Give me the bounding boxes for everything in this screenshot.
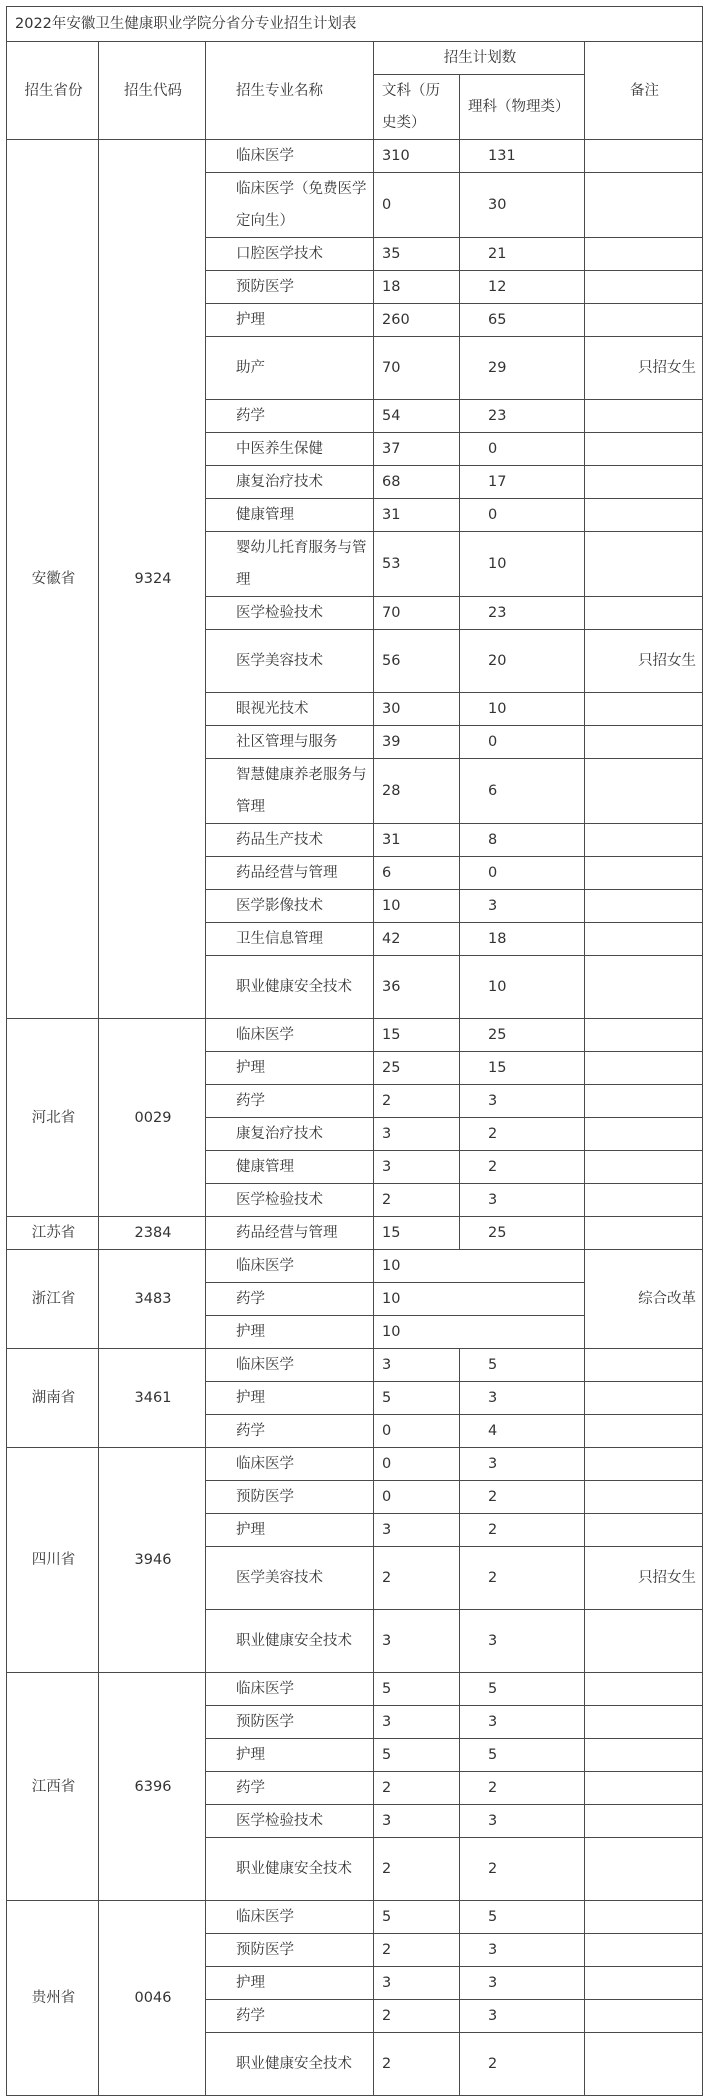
code-cell: 9324 bbox=[99, 140, 206, 1019]
arts-cell: 70 bbox=[374, 337, 460, 400]
note-cell bbox=[585, 173, 703, 238]
note-cell bbox=[585, 693, 703, 726]
table-row bbox=[7, 1901, 703, 1934]
note-cell: 只招女生 bbox=[585, 337, 703, 400]
science-cell: 2 bbox=[460, 1547, 585, 1610]
note-cell bbox=[585, 1706, 703, 1739]
title-row bbox=[7, 7, 703, 42]
science-cell: 23 bbox=[460, 597, 585, 630]
arts-cell: 2 bbox=[374, 1184, 460, 1217]
note-cell bbox=[585, 1481, 703, 1514]
note-cell bbox=[585, 1217, 703, 1250]
science-cell: 2 bbox=[460, 1481, 585, 1514]
science-cell: 3 bbox=[460, 890, 585, 923]
major-cell: 预防医学 bbox=[206, 1934, 374, 1967]
note-cell bbox=[585, 1772, 703, 1805]
note-cell bbox=[585, 1184, 703, 1217]
code-cell: 6396 bbox=[99, 1673, 206, 1901]
major-cell: 护理 bbox=[206, 1316, 374, 1349]
arts-cell: 10 bbox=[374, 890, 460, 923]
major-cell: 医学美容技术 bbox=[206, 1547, 374, 1610]
arts-cell: 68 bbox=[374, 466, 460, 499]
note-cell bbox=[585, 1514, 703, 1547]
arts-cell: 3 bbox=[374, 1967, 460, 2000]
major-cell: 护理 bbox=[206, 1514, 374, 1547]
science-cell: 65 bbox=[460, 304, 585, 337]
science-cell: 0 bbox=[460, 499, 585, 532]
major-cell: 药品生产技术 bbox=[206, 824, 374, 857]
table-row bbox=[7, 1019, 703, 1052]
arts-cell: 31 bbox=[374, 824, 460, 857]
note-cell bbox=[585, 759, 703, 824]
major-cell: 药品经营与管理 bbox=[206, 1217, 374, 1250]
science-cell: 2 bbox=[460, 1514, 585, 1547]
arts-cell: 3 bbox=[374, 1118, 460, 1151]
note-cell bbox=[585, 1151, 703, 1184]
note-cell bbox=[585, 466, 703, 499]
major-cell: 职业健康安全技术 bbox=[206, 1610, 374, 1673]
arts-cell: 54 bbox=[374, 400, 460, 433]
header-row-1 bbox=[7, 42, 703, 75]
science-cell: 10 bbox=[460, 693, 585, 726]
header-note: 备注 bbox=[585, 42, 703, 140]
major-cell: 护理 bbox=[206, 1052, 374, 1085]
science-cell: 2 bbox=[460, 2033, 585, 2096]
science-cell: 5 bbox=[460, 1673, 585, 1706]
note-cell bbox=[585, 1085, 703, 1118]
header-arts: 文科（历史类） bbox=[374, 75, 460, 140]
science-cell: 3 bbox=[460, 1805, 585, 1838]
arts-cell: 36 bbox=[374, 956, 460, 1019]
major-cell: 护理 bbox=[206, 1967, 374, 2000]
note-cell bbox=[585, 1349, 703, 1382]
science-cell: 5 bbox=[460, 1739, 585, 1772]
science-cell: 3 bbox=[460, 1610, 585, 1673]
major-cell: 职业健康安全技术 bbox=[206, 956, 374, 1019]
note-cell bbox=[585, 1934, 703, 1967]
table-row bbox=[7, 1250, 703, 1283]
arts-cell: 2 bbox=[374, 1838, 460, 1901]
major-cell: 中医养生保健 bbox=[206, 433, 374, 466]
arts-cell: 31 bbox=[374, 499, 460, 532]
arts-cell: 2 bbox=[374, 1934, 460, 1967]
province-cell: 江苏省 bbox=[7, 1217, 99, 1250]
major-cell: 职业健康安全技术 bbox=[206, 1838, 374, 1901]
table-row bbox=[7, 1217, 703, 1250]
note-cell bbox=[585, 1448, 703, 1481]
note-cell bbox=[585, 2033, 703, 2096]
arts-cell: 0 bbox=[374, 1481, 460, 1514]
science-cell: 3 bbox=[460, 1085, 585, 1118]
note-cell bbox=[585, 140, 703, 173]
major-cell: 医学美容技术 bbox=[206, 630, 374, 693]
science-cell: 8 bbox=[460, 824, 585, 857]
arts-cell: 0 bbox=[374, 1448, 460, 1481]
arts-cell: 2 bbox=[374, 1085, 460, 1118]
code-cell: 3483 bbox=[99, 1250, 206, 1349]
major-cell: 药学 bbox=[206, 1415, 374, 1448]
science-cell: 3 bbox=[460, 1706, 585, 1739]
major-cell: 预防医学 bbox=[206, 1481, 374, 1514]
note-cell bbox=[585, 1118, 703, 1151]
arts-cell: 10 bbox=[374, 1283, 585, 1316]
province-cell: 浙江省 bbox=[7, 1250, 99, 1349]
code-cell: 3946 bbox=[99, 1448, 206, 1673]
major-cell: 护理 bbox=[206, 1739, 374, 1772]
major-cell: 健康管理 bbox=[206, 1151, 374, 1184]
science-cell: 10 bbox=[460, 956, 585, 1019]
science-cell: 3 bbox=[460, 1382, 585, 1415]
province-cell: 江西省 bbox=[7, 1673, 99, 1901]
arts-cell: 39 bbox=[374, 726, 460, 759]
arts-cell: 3 bbox=[374, 1610, 460, 1673]
major-cell: 婴幼儿托育服务与管理 bbox=[206, 532, 374, 597]
arts-cell: 2 bbox=[374, 1547, 460, 1610]
note-cell bbox=[585, 1967, 703, 2000]
major-cell: 药学 bbox=[206, 1085, 374, 1118]
science-cell: 23 bbox=[460, 400, 585, 433]
note-cell bbox=[585, 532, 703, 597]
major-cell: 临床医学 bbox=[206, 1901, 374, 1934]
science-cell: 10 bbox=[460, 532, 585, 597]
note-cell bbox=[585, 304, 703, 337]
major-cell: 职业健康安全技术 bbox=[206, 2033, 374, 2096]
major-cell: 药品经营与管理 bbox=[206, 857, 374, 890]
major-cell: 临床医学（免费医学定向生） bbox=[206, 173, 374, 238]
science-cell: 5 bbox=[460, 1901, 585, 1934]
note-cell bbox=[585, 1052, 703, 1085]
arts-cell: 10 bbox=[374, 1316, 585, 1349]
major-cell: 临床医学 bbox=[206, 1448, 374, 1481]
note-cell bbox=[585, 857, 703, 890]
note-cell bbox=[585, 1415, 703, 1448]
science-cell: 131 bbox=[460, 140, 585, 173]
note-cell bbox=[585, 499, 703, 532]
science-cell: 3 bbox=[460, 1934, 585, 1967]
note-cell bbox=[585, 1610, 703, 1673]
note-cell bbox=[585, 1673, 703, 1706]
note-cell bbox=[585, 1838, 703, 1901]
note-cell bbox=[585, 1901, 703, 1934]
arts-cell: 15 bbox=[374, 1217, 460, 1250]
arts-cell: 37 bbox=[374, 433, 460, 466]
enrollment-plan-document bbox=[6, 6, 702, 2096]
arts-cell: 2 bbox=[374, 2033, 460, 2096]
province-cell: 河北省 bbox=[7, 1019, 99, 1217]
major-cell: 卫生信息管理 bbox=[206, 923, 374, 956]
major-cell: 临床医学 bbox=[206, 1019, 374, 1052]
arts-cell: 5 bbox=[374, 1673, 460, 1706]
note-cell: 综合改革 bbox=[585, 1250, 703, 1349]
science-cell: 2 bbox=[460, 1151, 585, 1184]
science-cell: 6 bbox=[460, 759, 585, 824]
science-cell: 17 bbox=[460, 466, 585, 499]
major-cell: 智慧健康养老服务与管理 bbox=[206, 759, 374, 824]
arts-cell: 30 bbox=[374, 693, 460, 726]
table-row bbox=[7, 1448, 703, 1481]
arts-cell: 2 bbox=[374, 1772, 460, 1805]
major-cell: 药学 bbox=[206, 1772, 374, 1805]
major-cell: 康复治疗技术 bbox=[206, 466, 374, 499]
note-cell bbox=[585, 956, 703, 1019]
science-cell: 3 bbox=[460, 2000, 585, 2033]
arts-cell: 42 bbox=[374, 923, 460, 956]
major-cell: 护理 bbox=[206, 1382, 374, 1415]
major-cell: 医学检验技术 bbox=[206, 1805, 374, 1838]
note-cell bbox=[585, 726, 703, 759]
science-cell: 2 bbox=[460, 1118, 585, 1151]
note-cell bbox=[585, 890, 703, 923]
science-cell: 18 bbox=[460, 923, 585, 956]
science-cell: 25 bbox=[460, 1217, 585, 1250]
science-cell: 5 bbox=[460, 1349, 585, 1382]
major-cell: 助产 bbox=[206, 337, 374, 400]
science-cell: 4 bbox=[460, 1415, 585, 1448]
science-cell: 3 bbox=[460, 1967, 585, 2000]
note-cell bbox=[585, 2000, 703, 2033]
note-cell bbox=[585, 923, 703, 956]
science-cell: 2 bbox=[460, 1838, 585, 1901]
arts-cell: 3 bbox=[374, 1349, 460, 1382]
major-cell: 医学检验技术 bbox=[206, 1184, 374, 1217]
major-cell: 临床医学 bbox=[206, 1250, 374, 1283]
note-cell bbox=[585, 400, 703, 433]
province-cell: 湖南省 bbox=[7, 1349, 99, 1448]
code-cell: 0046 bbox=[99, 1901, 206, 2096]
arts-cell: 5 bbox=[374, 1382, 460, 1415]
science-cell: 0 bbox=[460, 726, 585, 759]
major-cell: 预防医学 bbox=[206, 1706, 374, 1739]
arts-cell: 310 bbox=[374, 140, 460, 173]
code-cell: 3461 bbox=[99, 1349, 206, 1448]
table-title: 2022年安徽卫生健康职业学院分省分专业招生计划表 bbox=[7, 7, 703, 42]
note-cell bbox=[585, 433, 703, 466]
arts-cell: 15 bbox=[374, 1019, 460, 1052]
major-cell: 康复治疗技术 bbox=[206, 1118, 374, 1151]
header-major: 招生专业名称 bbox=[206, 42, 374, 140]
science-cell: 30 bbox=[460, 173, 585, 238]
arts-cell: 10 bbox=[374, 1250, 585, 1283]
note-cell bbox=[585, 238, 703, 271]
table-row bbox=[7, 1673, 703, 1706]
header-science: 理科（物理类） bbox=[460, 75, 585, 140]
major-cell: 药学 bbox=[206, 1283, 374, 1316]
header-plan: 招生计划数 bbox=[374, 42, 585, 75]
major-cell: 社区管理与服务 bbox=[206, 726, 374, 759]
arts-cell: 5 bbox=[374, 1901, 460, 1934]
arts-cell: 28 bbox=[374, 759, 460, 824]
table-row bbox=[7, 1349, 703, 1382]
arts-cell: 3 bbox=[374, 1805, 460, 1838]
note-cell bbox=[585, 824, 703, 857]
arts-cell: 70 bbox=[374, 597, 460, 630]
note-cell bbox=[585, 1739, 703, 1772]
enrollment-plan-table bbox=[6, 6, 703, 2096]
major-cell: 预防医学 bbox=[206, 271, 374, 304]
science-cell: 20 bbox=[460, 630, 585, 693]
code-cell: 0029 bbox=[99, 1019, 206, 1217]
arts-cell: 3 bbox=[374, 1706, 460, 1739]
province-cell: 四川省 bbox=[7, 1448, 99, 1673]
science-cell: 25 bbox=[460, 1019, 585, 1052]
arts-cell: 0 bbox=[374, 173, 460, 238]
arts-cell: 5 bbox=[374, 1739, 460, 1772]
arts-cell: 56 bbox=[374, 630, 460, 693]
major-cell: 医学影像技术 bbox=[206, 890, 374, 923]
science-cell: 3 bbox=[460, 1448, 585, 1481]
science-cell: 2 bbox=[460, 1772, 585, 1805]
science-cell: 15 bbox=[460, 1052, 585, 1085]
note-cell: 只招女生 bbox=[585, 1547, 703, 1610]
science-cell: 0 bbox=[460, 857, 585, 890]
arts-cell: 18 bbox=[374, 271, 460, 304]
science-cell: 0 bbox=[460, 433, 585, 466]
science-cell: 3 bbox=[460, 1184, 585, 1217]
science-cell: 29 bbox=[460, 337, 585, 400]
major-cell: 临床医学 bbox=[206, 1349, 374, 1382]
science-cell: 21 bbox=[460, 238, 585, 271]
note-cell bbox=[585, 1805, 703, 1838]
note-cell bbox=[585, 597, 703, 630]
major-cell: 口腔医学技术 bbox=[206, 238, 374, 271]
major-cell: 眼视光技术 bbox=[206, 693, 374, 726]
province-cell: 贵州省 bbox=[7, 1901, 99, 2096]
arts-cell: 35 bbox=[374, 238, 460, 271]
science-cell: 12 bbox=[460, 271, 585, 304]
note-cell bbox=[585, 1019, 703, 1052]
arts-cell: 3 bbox=[374, 1514, 460, 1547]
arts-cell: 6 bbox=[374, 857, 460, 890]
arts-cell: 25 bbox=[374, 1052, 460, 1085]
note-cell bbox=[585, 271, 703, 304]
major-cell: 医学检验技术 bbox=[206, 597, 374, 630]
major-cell: 护理 bbox=[206, 304, 374, 337]
arts-cell: 0 bbox=[374, 1415, 460, 1448]
header-province: 招生省份 bbox=[7, 42, 99, 140]
province-cell: 安徽省 bbox=[7, 140, 99, 1019]
major-cell: 药学 bbox=[206, 2000, 374, 2033]
header-code: 招生代码 bbox=[99, 42, 206, 140]
note-cell bbox=[585, 1382, 703, 1415]
note-cell: 只招女生 bbox=[585, 630, 703, 693]
major-cell: 药学 bbox=[206, 400, 374, 433]
table-row bbox=[7, 140, 703, 173]
major-cell: 健康管理 bbox=[206, 499, 374, 532]
arts-cell: 53 bbox=[374, 532, 460, 597]
arts-cell: 3 bbox=[374, 1151, 460, 1184]
major-cell: 临床医学 bbox=[206, 140, 374, 173]
arts-cell: 2 bbox=[374, 2000, 460, 2033]
major-cell: 临床医学 bbox=[206, 1673, 374, 1706]
arts-cell: 260 bbox=[374, 304, 460, 337]
code-cell: 2384 bbox=[99, 1217, 206, 1250]
